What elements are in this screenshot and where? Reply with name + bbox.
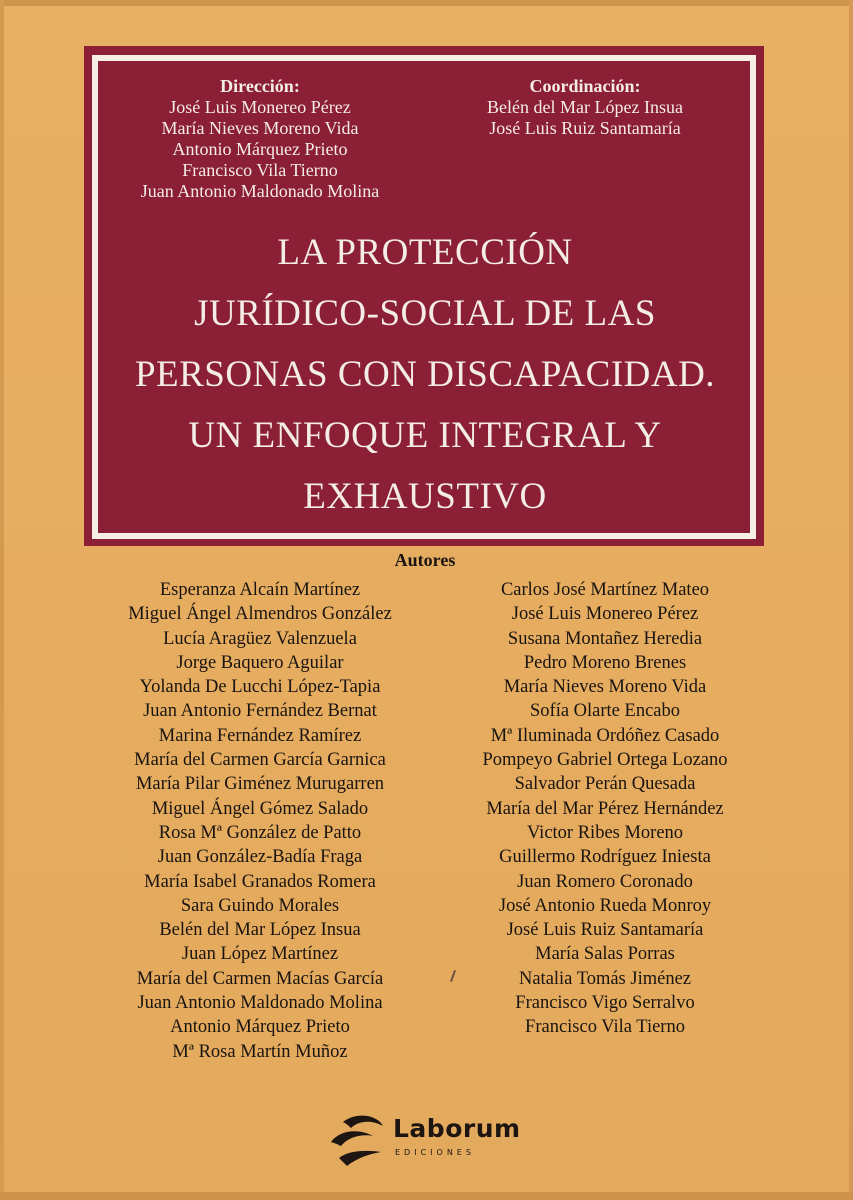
direccion-name: Juan Antonio Maldonado Molina	[140, 181, 380, 201]
author-name: Jorge Baquero Aguilar	[176, 652, 344, 673]
direccion-name: Francisco Vila Tierno	[182, 160, 338, 180]
laborum-swirl-icon	[325, 1108, 391, 1168]
author-name: Pedro Moreno Brenes	[523, 652, 687, 673]
cover-edge-right	[849, 0, 853, 1200]
author-name: María Isabel Granados Romera	[144, 871, 376, 892]
author-name: Sara Guindo Morales	[180, 895, 340, 916]
publisher-logo	[325, 1108, 525, 1174]
author-name: María del Carmen Macías García	[136, 968, 384, 989]
cover-edge-top	[0, 0, 853, 6]
book-title-line: JURÍDICO-SOCIAL DE LAS	[194, 293, 656, 334]
author-name: Victor Ribes Moreno	[526, 822, 684, 843]
author-name: María Pilar Giménez Murugarren	[135, 774, 385, 795]
author-name: Susana Montañez Heredia	[507, 628, 703, 649]
author-name: Marina Fernández Ramírez	[158, 725, 362, 746]
book-title-line: PERSONAS CON DISCAPACIDAD.	[134, 354, 716, 395]
direccion-name: Antonio Márquez Prieto	[172, 139, 348, 159]
publisher-name: Laborum	[393, 1114, 521, 1143]
cover-edge-left	[0, 0, 4, 1200]
book-title	[100, 222, 750, 527]
author-name: Antonio Márquez Prieto	[170, 1017, 350, 1038]
author-name: Yolanda De Lucchi López-Tapia	[139, 677, 381, 698]
author-name: Francisco Vigo Serralvo	[515, 993, 695, 1014]
autores-heading: Autores	[394, 550, 456, 570]
author-name: María Nieves Moreno Vida	[503, 677, 707, 698]
author-name: José Luis Ruiz Santamaría	[506, 920, 704, 941]
authors-list-left	[60, 578, 460, 1064]
author-name: María Salas Porras	[535, 944, 675, 965]
direccion-name: María Nieves Moreno Vida	[161, 118, 359, 138]
author-name: Pompeyo Gabriel Ortega Lozano	[482, 750, 728, 771]
author-name: Juan González-Badía Fraga	[157, 847, 363, 868]
author-name: Lucía Aragüez Valenzuela	[163, 628, 357, 649]
authors-list-right	[410, 578, 800, 1040]
author-name: Mª Rosa Martín Muñoz	[172, 1041, 348, 1062]
direccion-block	[100, 76, 420, 202]
coordinacion-name: Belén del Mar López Insua	[487, 97, 683, 117]
author-name: Mª Iluminada Ordóñez Casado	[490, 725, 720, 746]
author-name: José Luis Monereo Pérez	[511, 604, 699, 625]
author-name: Francisco Vila Tierno	[525, 1017, 685, 1038]
author-name: María del Carmen García Garnica	[134, 750, 386, 771]
author-name: Rosa Mª González de Patto	[158, 822, 362, 843]
direccion-name: José Luis Monereo Pérez	[169, 97, 351, 117]
author-name: Esperanza Alcaín Martínez	[159, 580, 361, 600]
author-name: Juan López Martínez	[181, 944, 339, 965]
book-title-line: LA PROTECCIÓN	[277, 232, 573, 273]
author-name: Carlos José Martínez Mateo	[500, 580, 710, 600]
author-name: María del Mar Pérez Hernández	[486, 798, 724, 819]
author-name: Sofía Olarte Encabo	[530, 701, 680, 722]
author-name: Belén del Mar López Insua	[159, 920, 361, 941]
cover-edge-bottom	[0, 1192, 853, 1200]
book-title-line: UN ENFOQUE INTEGRAL Y	[188, 415, 662, 456]
author-name: Juan Antonio Maldonado Molina	[137, 993, 383, 1014]
coordinacion-name: José Luis Ruiz Santamaría	[489, 118, 681, 138]
coordinacion-block	[440, 76, 730, 139]
coordinacion-heading: Coordinación:	[529, 76, 641, 96]
publisher-subtitle: EDICIONES	[395, 1148, 475, 1157]
author-name: Natalia Tomás Jiménez	[518, 968, 691, 989]
author-name: Miguel Ángel Almendros González	[128, 604, 392, 625]
author-name: Guillermo Rodríguez Iniesta	[499, 847, 711, 868]
author-name: Miguel Ángel Gómez Salado	[151, 798, 369, 819]
book-title-line: EXHAUSTIVO	[303, 476, 547, 517]
author-name: Salvador Perán Quesada	[514, 774, 696, 795]
author-name: Juan Antonio Fernández Bernat	[143, 701, 377, 722]
direccion-heading: Dirección:	[220, 76, 300, 96]
author-name: Juan Romero Coronado	[517, 871, 693, 892]
author-name: José Antonio Rueda Monroy	[498, 895, 712, 916]
